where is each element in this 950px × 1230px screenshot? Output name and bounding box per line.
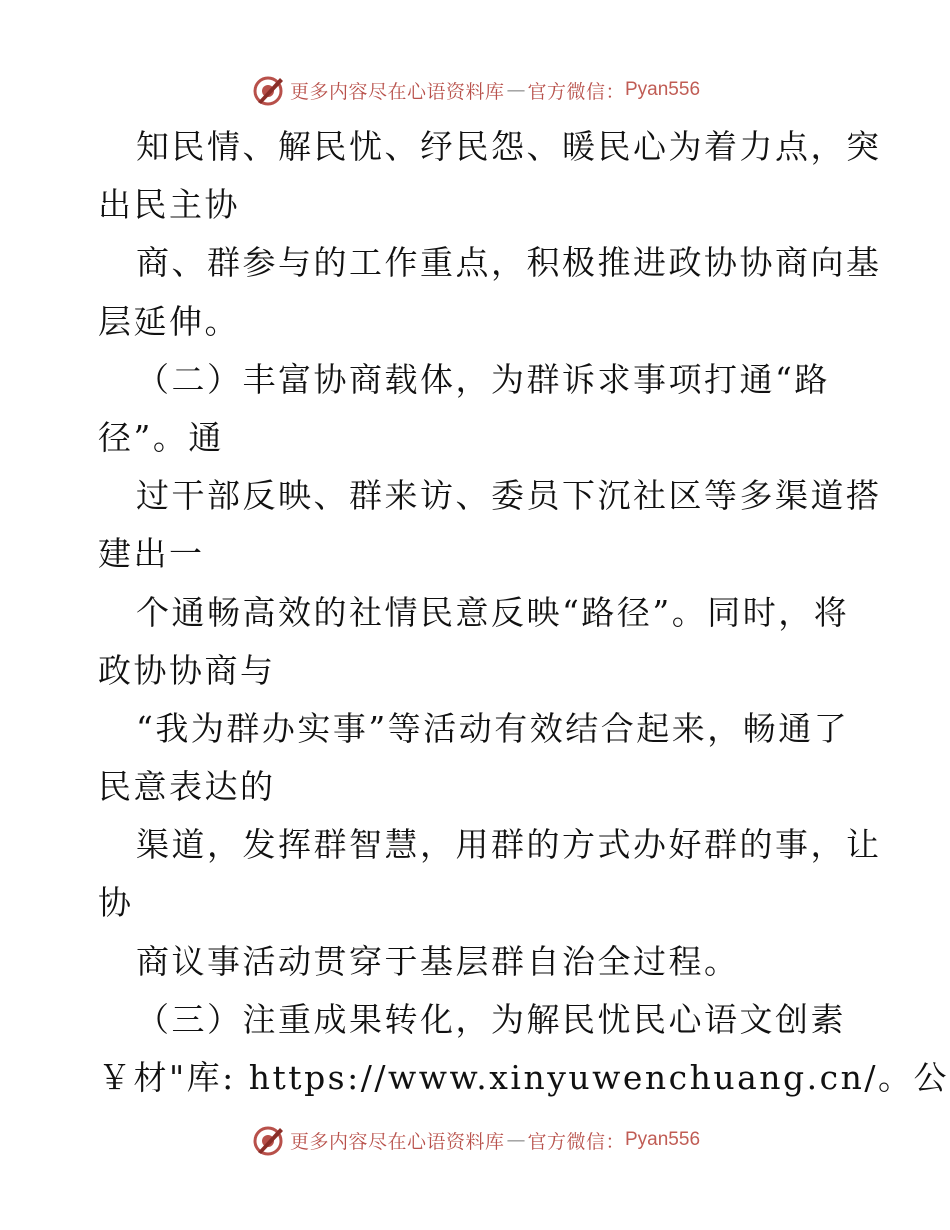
- quill-pen-circle-icon: [250, 72, 286, 108]
- text-line: （三）注重成果转化，为解民忧民心语文创素: [136, 999, 846, 1039]
- watermark-text: 更多内容尽在心语资料库: [289, 80, 505, 103]
- text-line: 协: [98, 883, 134, 923]
- text-line: 知民情、解民忧、纾民怨、暖民心为着力点，突: [136, 127, 882, 166]
- text-line: 层延伸。: [98, 301, 240, 341]
- watermark-label: 官方微信：: [527, 80, 625, 103]
- text-line: （二）丰富协商载体，为群诉求事项打通“路: [136, 359, 830, 399]
- text-line: “我为群办实事”等活动有效结合起来，畅通了: [136, 708, 850, 748]
- watermark-separator: —: [506, 1129, 526, 1151]
- text-line: 建出一: [98, 534, 205, 574]
- text-line: 渠道，发挥群智慧，用群的方式办好群的事，让: [136, 825, 882, 865]
- header-watermark: [0, 70, 950, 110]
- text-line: ￥材"库: https://www.xinyuwenchuang.cn/。公: [98, 1058, 950, 1097]
- footer-watermark: [0, 1120, 950, 1160]
- text-line: 民意表达的: [98, 767, 276, 807]
- watermark-handle: Pyan556: [625, 1129, 701, 1150]
- text-line: 政协协商与: [98, 650, 276, 690]
- watermark-label: 官方微信：: [527, 1130, 625, 1153]
- quill-pen-circle-icon: [250, 1122, 286, 1158]
- text-line: 商、群参与的工作重点，积极推进政协协商向基: [136, 243, 882, 283]
- document-body: [98, 118, 950, 1107]
- text-line: 径”。通: [98, 417, 224, 457]
- watermark-handle: Pyan556: [625, 79, 701, 100]
- text-line: 过干部反映、群来访、委员下沉社区等多渠道搭: [136, 476, 882, 516]
- text-line: 商议事活动贯穿于基层群自治全过程。: [136, 941, 740, 981]
- text-line: 出民主协: [98, 185, 240, 225]
- watermark-text: 更多内容尽在心语资料库: [289, 1130, 505, 1153]
- text-line: 个通畅高效的社情民意反映“路径”。同时，将: [136, 592, 850, 632]
- watermark-separator: —: [506, 79, 526, 101]
